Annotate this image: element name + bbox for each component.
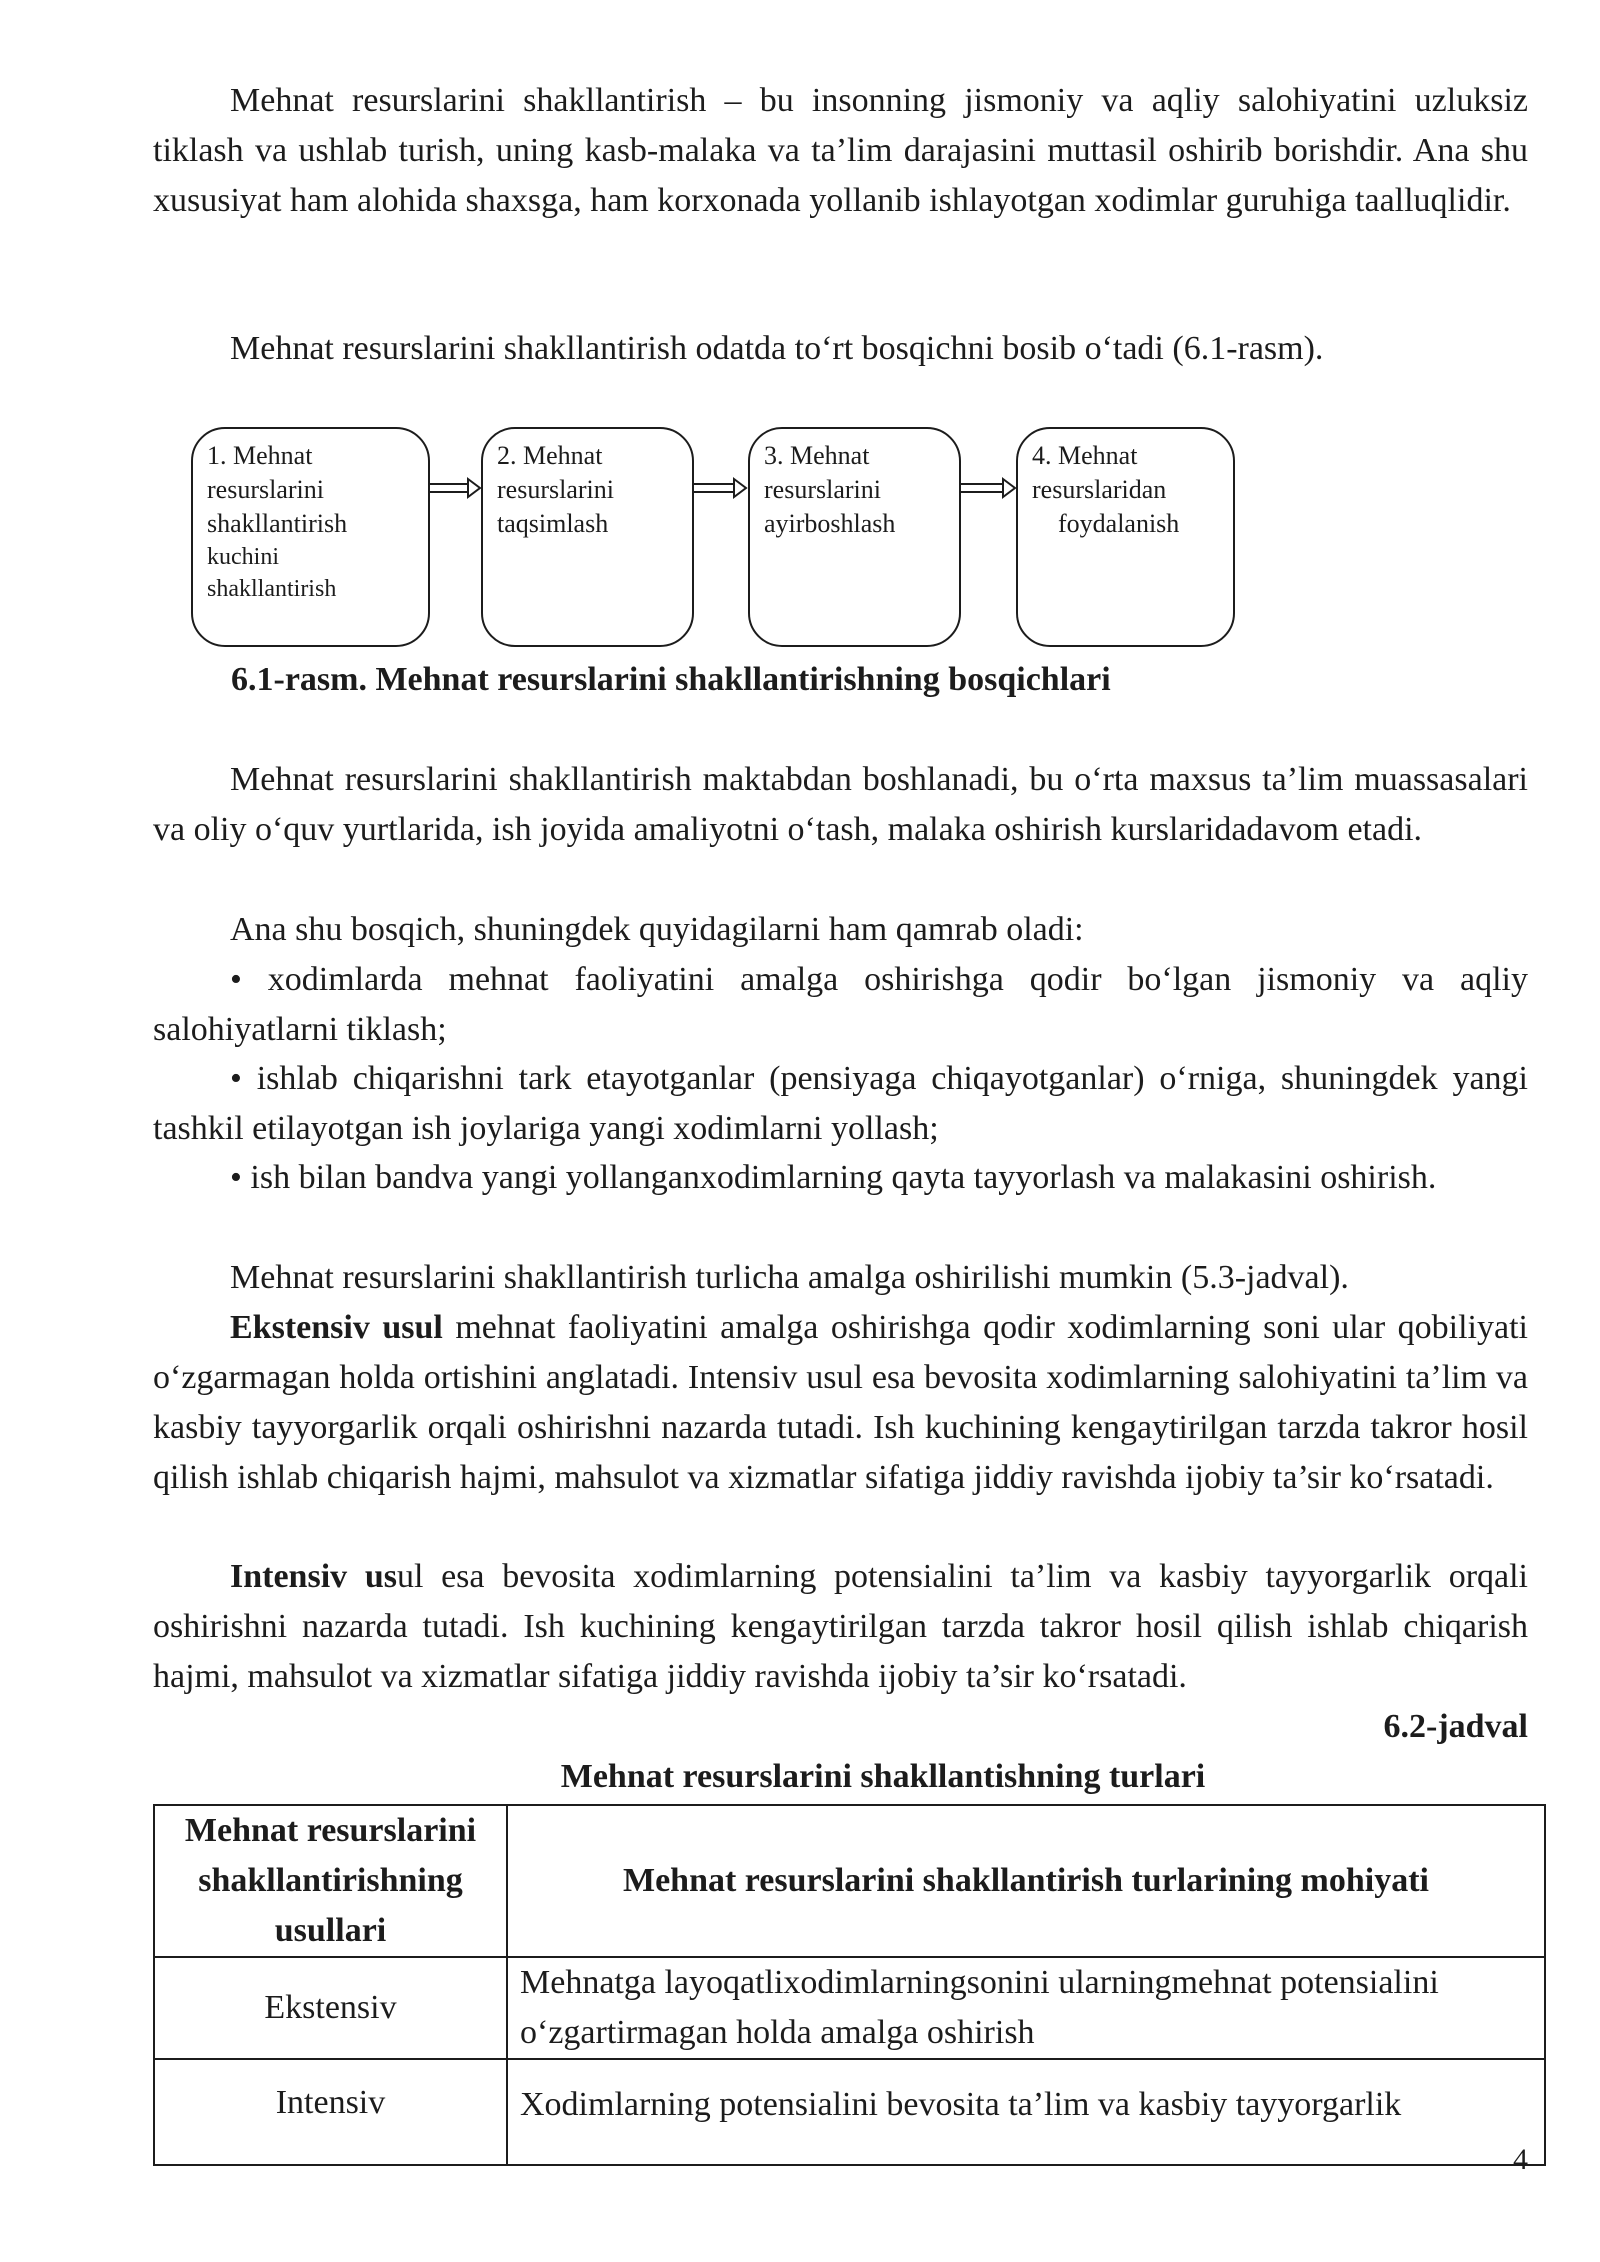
- methods-table: [153, 1804, 1546, 2166]
- stage-2-line: resurslarini: [497, 475, 614, 504]
- term-intensive: Intensiv us: [230, 1558, 397, 1595]
- stage-2-line: taqsimlash: [497, 509, 609, 538]
- table-cell-essence: Xodimlarning potensialini bevosita ta’lim va kasbiy tayyorgarlik: [507, 2059, 1545, 2165]
- table-row: [154, 1957, 1545, 2059]
- paragraph-intensive-text: ul esa bevosita xodimlarning potensialini ta’lim va kasbiy tayyorgarlik orqali oshirishni nazarda tutadi. Ish kuchining kengaytirilgan tarzda takror hosil qilish ishlab chiqarish hajmi, mahsulot va xizmatlar sifatiga jiddiy ravishda ijobiy ta’sir ko‘rsatadi.: [153, 1558, 1529, 1695]
- figure-caption: 6.1-rasm. Mehnat resurslarini shakllantirishning bosqichlari: [231, 661, 1111, 698]
- stage-2-line: 2. Mehnat: [497, 441, 603, 470]
- table-header-row: [154, 1805, 1545, 1957]
- table-cell-method: Ekstensiv: [154, 1957, 507, 2059]
- paragraph-stage-includes: Ana shu bosqich, shuningdek quyidagilarni ham qamrab oladi:: [230, 911, 1084, 948]
- term-extensive: Ekstensiv usul: [230, 1309, 443, 1346]
- bullet-item: • ish bilan bandva yangi yollanganxodimlarning qayta tayyorlash va malakasini oshirish.: [230, 1159, 1437, 1196]
- paragraph-table-reference: Mehnat resurslarini shakllantirish turlicha amalga oshirilishi mumkin (5.3-jadval).: [230, 1259, 1349, 1296]
- paragraph-extensive-text: mehnat faoliyatini amalga oshirishga qodir xodimlarning soni ular qobiliyati o‘zgarmagan holda ortishini anglatadi. Intensiv usul esa bevosita xodimlarning salohiyatini ta’lim va kasbiy tayyorgarlik orqali oshirishni nazarda tutadi. Ish kuchining kengaytirilgan tarzda takror hosil qilish ishlab chiqarish hajmi, mahsulot va xizmatlar sifatiga jiddiy ravishda ijobiy ta’sir ko‘rsatadi.: [153, 1309, 1528, 1496]
- stage-1-line: kuchini: [207, 544, 279, 570]
- arrow-icon: [430, 476, 482, 500]
- stage-box-1: [191, 427, 430, 647]
- bullet-item: • ishlab chiqarishni tark etayotganlar (pensiyaga chiqayotganlar) o‘rniga, shuningdek yangi tashkil etilayotgan ish joylariga yangi xodimlarni yollash;: [153, 1060, 1528, 1147]
- stage-3-line: resurslarini: [764, 475, 881, 504]
- stage-box-3: [748, 427, 961, 647]
- stage-4-line: resurslaridan: [1032, 475, 1167, 504]
- arrow-icon: [694, 476, 748, 500]
- stage-1-line: resurslarini: [207, 475, 324, 504]
- stage-3-line: ayirboshlash: [764, 509, 896, 538]
- paragraph-extensive: [153, 1303, 1528, 1503]
- paragraph-definition: Mehnat resurslarini shakllantirish – bu insonning jismoniy va aqliy salohiyatini uzluksiz tiklash va ushlab turish, uning kasb-malaka va ta’lim darajasini muttasil oshirib borishdir. Ana shu xususiyat ham alohida shaxsga, ham korxonada yollanib ishlayotgan xodimlar guruhiga taalluqlidir.: [153, 82, 1528, 219]
- stage-3-line: 3. Mehnat: [764, 441, 870, 470]
- table-row: [154, 2059, 1545, 2165]
- table-cell-method: Intensiv: [154, 2059, 507, 2165]
- stage-1-line: shakllantirish: [207, 509, 348, 538]
- stage-1-line: 1. Mehnat: [207, 441, 313, 470]
- table-header-essence: Mehnat resurslarini shakllantirish turlarining mohiyati: [507, 1805, 1545, 1957]
- stage-1-line: shakllantirish: [207, 576, 337, 602]
- stage-4-line: foydalanish: [1058, 509, 1180, 538]
- paragraph-intensive: [153, 1552, 1528, 1702]
- paragraph-school-start: Mehnat resurslarini shakllantirish maktabdan boshlanadi, bu o‘rta maxsus ta’lim muassasalari va oliy o‘quv yurtlarida, ish joyida amaliyotni o‘tash, malaka oshirish kurslaridadavom etadi.: [153, 761, 1528, 848]
- stage-box-4: [1016, 427, 1235, 647]
- table-header-methods: Mehnat resurslarini shakllantirishning usullari: [154, 1805, 507, 1957]
- stage-4-line: 4. Mehnat: [1032, 441, 1138, 470]
- table-number: 6.2-jadval: [1383, 1708, 1528, 1745]
- paragraph-four-stages: Mehnat resurslarini shakllantirish odatda to‘rt bosqichni bosib o‘tadi (6.1-rasm).: [230, 330, 1324, 367]
- page-number: 4: [1513, 2143, 1528, 2176]
- table-title: Mehnat resurslarini shakllantishning turlari: [560, 1758, 1206, 1795]
- table-cell-essence: Mehnatga layoqatlixodimlarningsonini ularningmehnat potensialini o‘zgartirmagan holda amalga oshirish: [507, 1957, 1545, 2059]
- bullet-item: • xodimlarda mehnat faoliyatini amalga oshirishga qodir bo‘lgan jismoniy va aqliy salohiyatlarni tiklash;: [153, 961, 1528, 1048]
- stage-box-2: [481, 427, 694, 647]
- arrow-icon: [961, 476, 1017, 500]
